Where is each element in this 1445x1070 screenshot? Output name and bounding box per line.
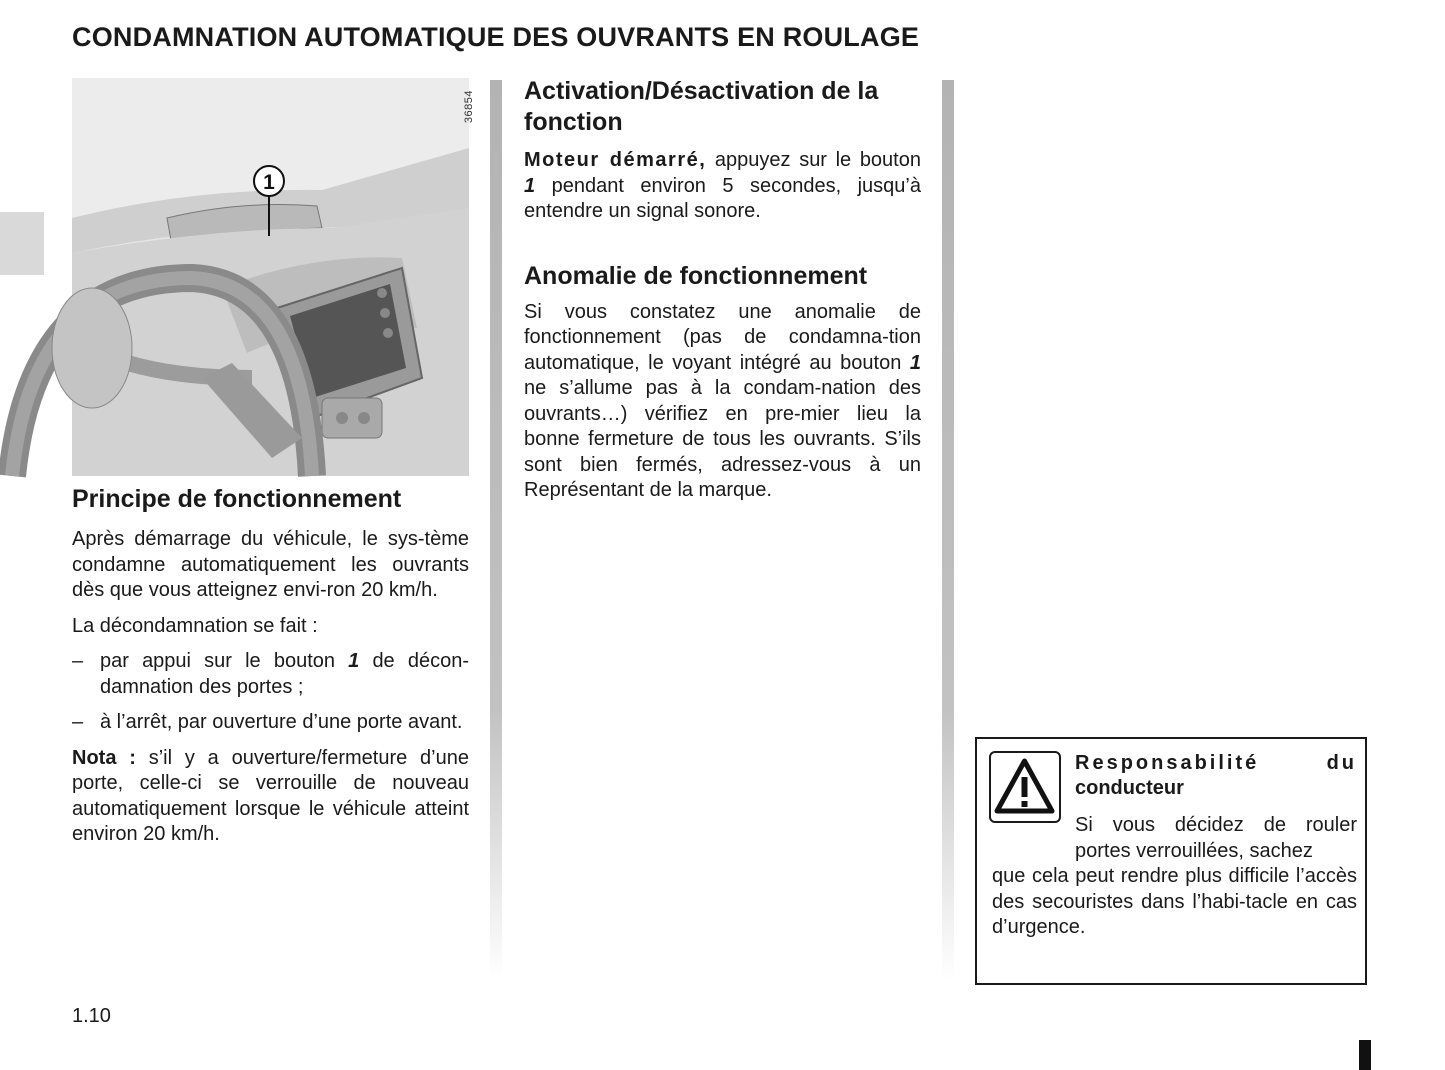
activation-paragraph: Moteur démarré, appuyez sur le bouton 1 pendant environ 5 secondes, jusqu’à entendre un signal sonore. (524, 149, 921, 222)
anomaly-paragraph: Si vous constatez une anomalie de fonctionnement (pas de condamna-tion automatique, le voyant intégré au bouton 1 ne s’allume pas à la condam-nation des ouvrants…) vérifiez en pre-mier lieu la bonne fermeture de tous les ouvrants. S’ils sont bien fermés, adressez-vous à un Représentant de la marque. (524, 300, 921, 501)
figure-id: 36854 (463, 90, 475, 124)
list-item (72, 710, 469, 736)
section-heading-anomaly: Anomalie de fonctionnement (524, 261, 868, 290)
nota-paragraph: Nota : s’il y a ouverture/fermeture d’une porte, celle-ci se verrouille de nouveau automatiquement lorsque le véhicule atteint environ 20 km/h. (72, 746, 469, 845)
list-item-text: par appui sur le bouton 1 de décon-damnation des portes ; (100, 650, 469, 698)
page-title: CONDAMNATION AUTOMATIQUE DES OUVRANTS EN ROULAGE (72, 22, 920, 52)
warning-title: Responsabilité du conducteur (1075, 752, 1357, 799)
warning-box (975, 737, 1367, 985)
section-heading-activation: Activation/Désactivation de la fonction (524, 77, 879, 136)
callout-number: 1 (263, 171, 275, 194)
column-divider-left (490, 80, 502, 980)
left-column (72, 78, 475, 848)
nota-label: Nota : (72, 746, 136, 769)
page-edge-marker (1359, 1040, 1371, 1070)
section-heading-principle: Principe de fonctionnement (72, 485, 402, 513)
list-item (72, 649, 469, 700)
column-divider-right (942, 80, 954, 980)
list-item-text: à l’arrêt, par ouverture d’une porte avant. (100, 711, 463, 733)
warning-body: Si vous décidez de rouler portes verrouillées, sachez que cela peut rendre plus difficile l’accès des secouristes dans l’habi-tacle en cas d’urgence. (992, 814, 1357, 938)
page-number: 1.10 (72, 1005, 111, 1027)
list-dash: – (72, 711, 84, 733)
principle-paragraph: Après démarrage du véhicule, le sys-tème condamne automatiquement les ouvrants dès que vous atteignez envi-ron 20 km/h. (72, 528, 469, 601)
middle-column (524, 76, 921, 504)
chapter-tab (0, 212, 44, 275)
unlock-intro: La décondamnation se fait : (72, 614, 318, 637)
dashboard-illustration (72, 78, 475, 476)
list-dash: – (72, 650, 84, 672)
dashboard-drawing (72, 78, 469, 476)
